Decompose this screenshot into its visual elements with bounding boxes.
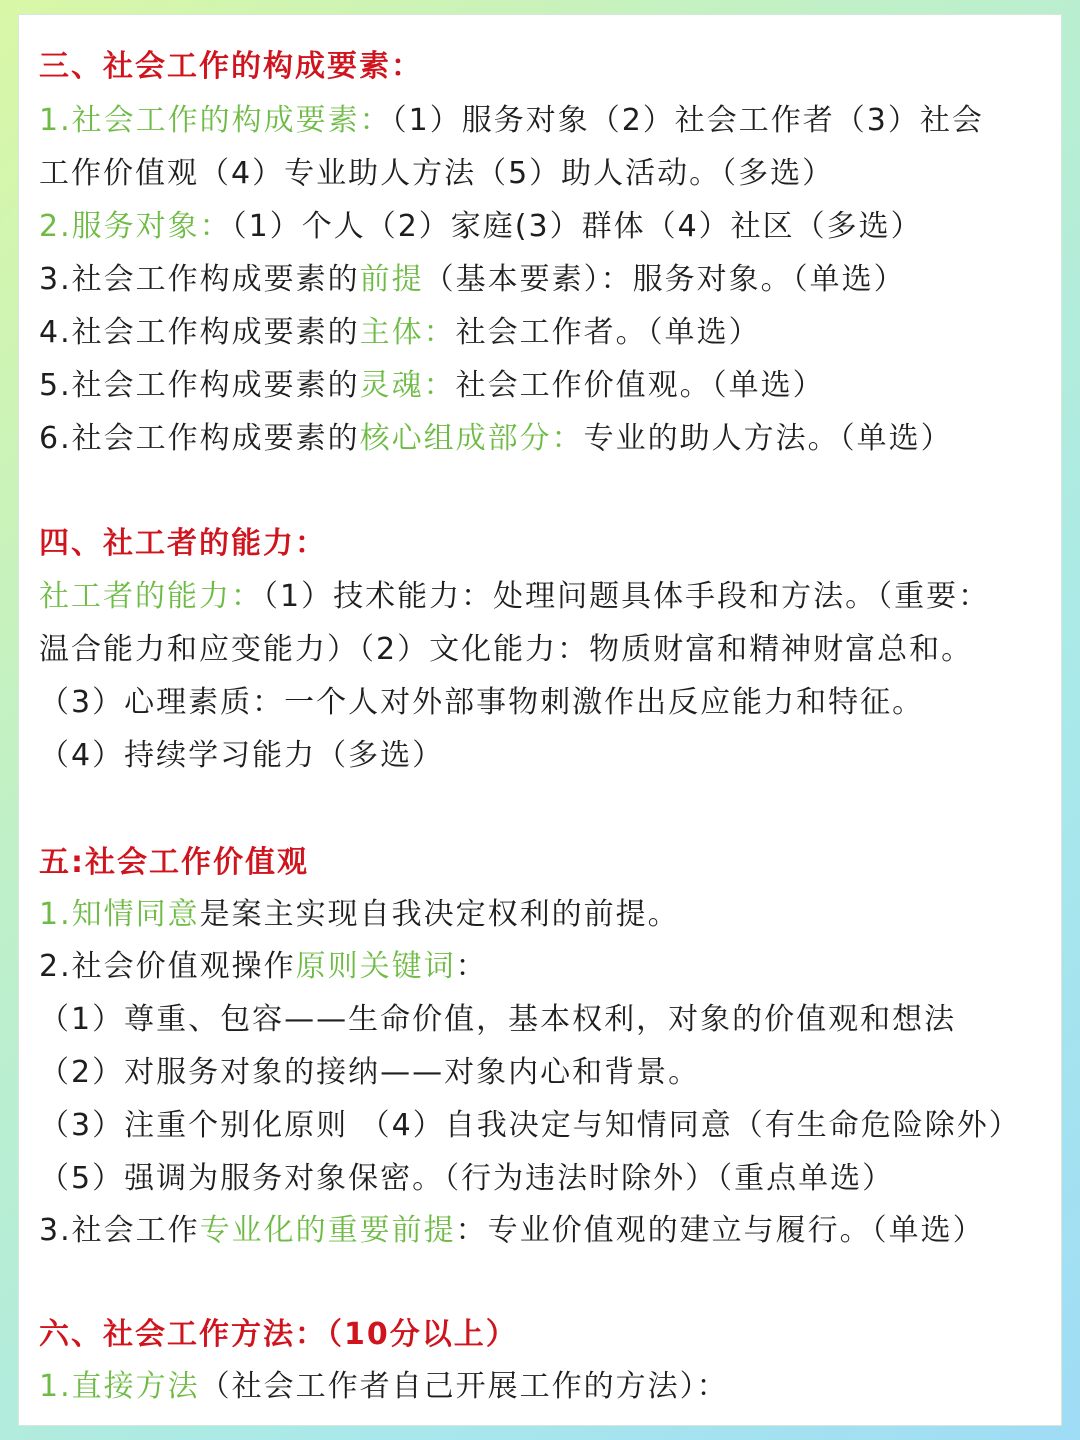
note-card bbox=[18, 14, 1062, 1426]
s5-line-6: （5）强调为服务对象保密。（行为违法时除外）（重点单选） bbox=[39, 1161, 895, 1196]
s5-line-3: （1）尊重、包容——生命价值，基本权利，对象的价值观和想法 bbox=[39, 1002, 957, 1037]
section-heading-3: 三、社会工作的构成要素： bbox=[39, 49, 423, 84]
s3-line-1: 1.社会工作的构成要素：（1）服务对象（2）社会工作者（3）社会 bbox=[39, 103, 984, 138]
s5-line-1: 1.知情同意是案主实现自我决定权利的前提。 bbox=[39, 897, 680, 932]
s5-line-2: 2.社会价值观操作原则关键词： bbox=[39, 949, 488, 984]
s3-line-5: 4.社会工作构成要素的主体：社会工作者。（单选） bbox=[39, 315, 761, 350]
section-heading-5: 五:社会工作价值观 bbox=[39, 845, 309, 880]
section-heading-4: 四、社工者的能力： bbox=[39, 526, 327, 561]
s4-line-2: 温合能力和应变能力）（2）文化能力：物质财富和精神财富总和。 bbox=[39, 632, 974, 667]
s6-line-1: 1.直接方法（社会工作者自己开展工作的方法）： bbox=[39, 1369, 729, 1404]
s3-line-3: 2.服务对象：（1）个人（2）家庭(3）群体（4）社区（多选） bbox=[39, 209, 923, 244]
s4-line-3: （3）心理素质：一个人对外部事物刺激作出反应能力和特征。 bbox=[39, 685, 925, 720]
s4-line-1: 社工者的能力：（1）技术能力：处理问题具体手段和方法。（重要： bbox=[39, 579, 991, 614]
section-heading-6: 六、社会工作方法：（10分以上） bbox=[39, 1317, 518, 1352]
s5-line-7: 3.社会工作专业化的重要前提：专业价值观的建立与履行。（单选） bbox=[39, 1213, 985, 1248]
s5-line-4: （2）对服务对象的接纳——对象内心和背景。 bbox=[39, 1055, 701, 1090]
s3-line-6: 5.社会工作构成要素的灵魂：社会工作价值观。（单选） bbox=[39, 368, 825, 403]
s3-line-4: 3.社会工作构成要素的前提（基本要素）：服务对象。（单选） bbox=[39, 262, 906, 297]
s4-line-4: （4）持续学习能力（多选） bbox=[39, 738, 445, 773]
s3-line-7: 6.社会工作构成要素的核心组成部分：专业的助人方法。（单选） bbox=[39, 421, 953, 456]
s3-line-2: 工作价值观（4）专业助人方法（5）助人活动。（多选） bbox=[39, 156, 835, 191]
s5-line-5: （3）注重个别化原则 （4）自我决定与知情同意（有生命危险除外） bbox=[39, 1108, 1021, 1143]
